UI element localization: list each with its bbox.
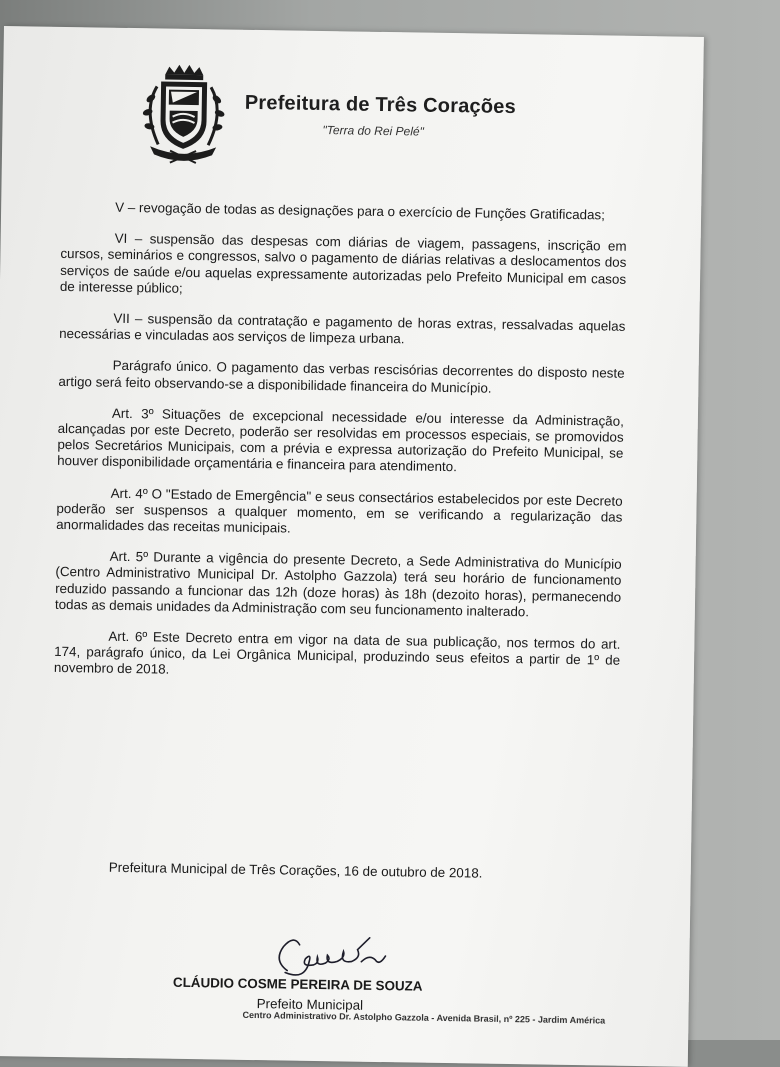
paragraph-sole: Parágrafo único. O pagamento das verbas rescisórias decorrentes do disposto neste artigo será feito observando-se a disponibilidade financeira do Município. (58, 358, 625, 396)
letterhead (136, 64, 618, 182)
municipal-coat-of-arms-icon (136, 64, 230, 165)
paragraph-art-5: Art. 5º Durante a vigência do presente Decreto, a Sede Administrativa do Município (Centro Administrativo Municipal Dr. Astolpho Gazzola) terá seu horário de funcionamento reduzido passando a funcionar das 12h (doze horas) às 18h (dezoito horas), permanecendo todas as demais unidades da Administração com seu funcionamento inalterado. (54, 548, 622, 620)
organization-motto: "Terra do Rei Pelé" (322, 123, 424, 139)
decree-body (54, 199, 628, 701)
paragraph-item-vii: VII – suspensão da contratação e pagamento de horas extras, ressalvadas aquelas necessárias e vinculadas aos serviços de limpeza urbana. (59, 310, 626, 347)
document-page (0, 26, 704, 1067)
paragraph-art-4: Art. 4º O "Estado de Emergência" e seus consectários estabelecidos por este Decreto poderão ser suspensos a qualquer momento, em se verificando a regularização das anormalidades das receitas municipais. (56, 485, 623, 536)
paragraph-art-3: Art. 3º Situações de excepcional necessidade e/ou interesse da Administração, alcançadas por este Decreto, poderão ser resolvidas em processos especiais, se promovidos pelos Secretários Municipais, com a prévia e expressa autorização do Prefeito Municipal, se houver disponibilidade orçamentária e financeira para atendimento. (57, 405, 624, 475)
paragraph-item-v: V – revogação de todas as designações para o exercício de Funções Gratificadas; (115, 199, 606, 223)
page-footer: Centro Administrativo Dr. Astolpho Gazzola - Avenida Brasil, nº 225 - Jardim América (242, 1009, 606, 1026)
paragraph-art-6: Art. 6º Este Decreto entra em vigor na data de sua publicação, nos termos do art. 174, parágrafo único, da Lei Orgânica Municipal, produzindo seus efeitos a partir de 1º de novembro de 2018. (53, 628, 621, 678)
paragraph-item-vi: VI – suspensão das despesas com diárias de viagem, passagens, inscrição em cursos, seminários e congressos, salvo o pagamento de diárias relativas a deslocamentos dos serviços de saúde e/ou aquelas expressamente autorizadas pelo Prefeito Municipal em casos de interesse público; (59, 230, 627, 296)
place-and-date: Prefeitura Municipal de Três Corações, 16 de outubro de 2018. (108, 859, 483, 881)
signer-role: Prefeito Municipal (256, 996, 364, 1013)
signer-name: CLÁUDIO COSME PEREIRA DE SOUZA (172, 974, 423, 994)
organization-name: Prefeitura de Três Corações (244, 91, 517, 119)
